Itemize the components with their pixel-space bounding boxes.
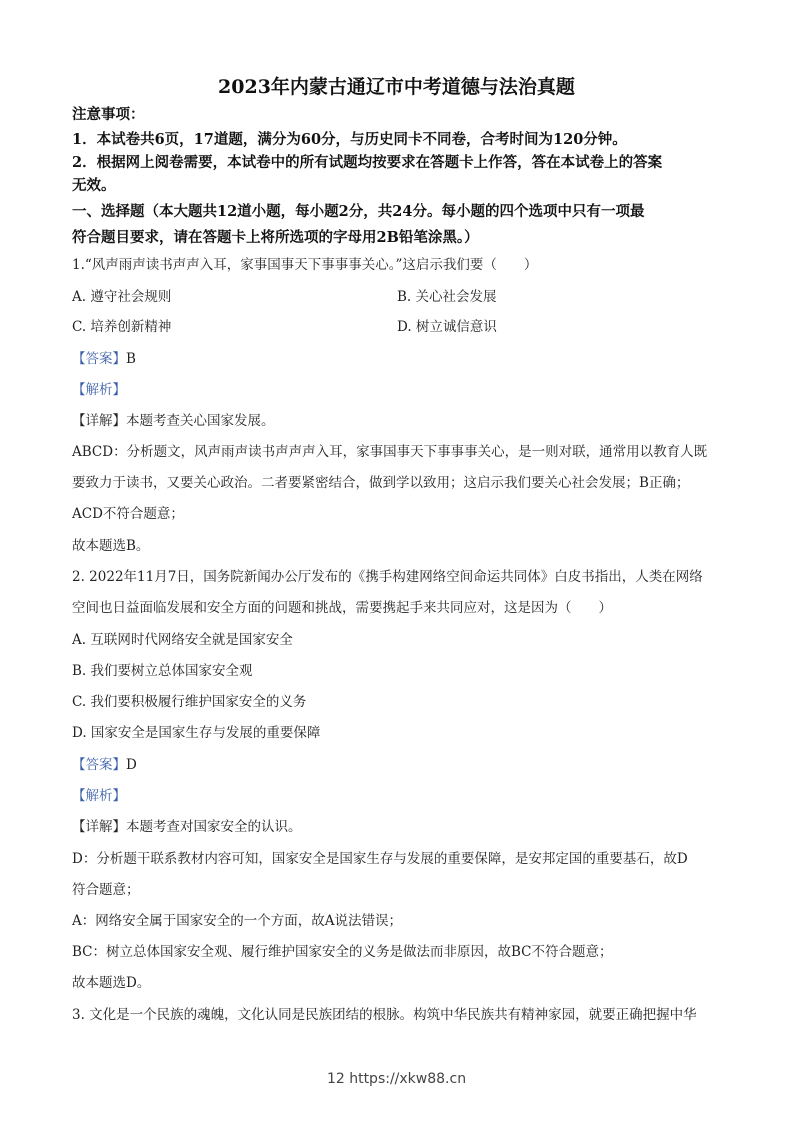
question-stem: 空间也日益面临发展和安全方面的问题和挑战，需要携起手来共同应对，这是因为（ ） [72,600,612,616]
answer [72,756,137,774]
answer-tag: 【答案】 [72,351,126,367]
notice-heading: 注意事项： [72,106,145,123]
explanation-line: ACD不符合题意； [72,506,184,522]
question-stem: 3. 文化是一个民族的魂魄，文化认同是民族团结的根脉。构筑中华民族共有精神家园，就要正确把握中华 [72,1007,697,1023]
answer [72,350,136,368]
option-a: A. 互联网时代网络安全就是国家安全 [72,632,293,648]
notice-item: 无效。 [72,177,116,194]
answer-value: B [126,351,136,367]
section-heading: 一、选择题（本大题共12道小题，每小题2分，共24分。每小题的四个选项中只有一项最 [72,203,645,220]
notice-item: 2．根据网上阅卷需要，本试卷中的所有试题均按要求在答题卡上作答，答在本试卷上的答案 [72,154,663,171]
option-b: B. 关心社会发展 [397,289,497,305]
detail-text: 本题考查关心国家发展。 [126,413,275,429]
answer-tag: 【答案】 [72,757,126,773]
option-c: C. 培养创新精神 [72,319,172,335]
explanation-line: 符合题意； [72,882,140,898]
explanation-line: A：网络安全属于国家安全的一个方面，故A说法错误； [72,913,402,929]
section-heading: 符合题目要求，请在答题卡上将所选项的字母用2B铅笔涂黑。） [72,229,479,246]
page-footer: 12 https://xkw88.cn [326,1071,467,1087]
option-a: A. 遵守社会规则 [72,289,172,305]
option-b: B. 我们要树立总体国家安全观 [72,663,253,679]
option-c: C. 我们要积极履行维护国家安全的义务 [72,694,307,710]
detail [72,412,275,430]
detail-tag: 【详解】 [72,819,126,835]
notice-item: 1．本试卷共6页，17道题，满分为60分，与历史同卡不同卷，合考时间为120分钟。 [72,131,627,148]
answer-value: D [126,757,137,773]
option-d: D. 树立诚信意识 [397,319,497,335]
option-d: D. 国家安全是国家生存与发展的重要保障 [72,725,321,741]
question-stem: 1.“风声雨声读书声声入耳，家事国事天下事事事关心。”这启示我们要（ ） [72,257,538,273]
detail-tag: 【详解】 [72,413,126,429]
analysis-tag: 【解析】 [72,382,126,398]
explanation-line: BC：树立总体国家安全观、履行维护国家安全的义务是做法而非原因，故BC不符合题意； [72,944,613,960]
question-stem: 2. 2022年11月7日，国务院新闻办公厅发布的《携手构建网络空间命运共同体》白皮书指出，人类在网络 [72,569,703,585]
detail-text: 本题考查对国家安全的认识。 [126,819,302,835]
analysis-tag: 【解析】 [72,788,126,804]
explanation-line: D：分析题干联系教材内容可知，国家安全是国家生存与发展的重要保障，是安邦定国的重要基石，故D [72,851,688,867]
page-title: 2023年内蒙古通辽市中考道德与法治真题 [218,76,575,98]
explanation-line: 故本题选B。 [72,538,150,554]
explanation-line: 故本题选D。 [72,975,151,991]
explanation-line: ABCD：分析题文，风声雨声读书声声声入耳，家事国事天下事事事关心，是一则对联，通常用以教育人既 [72,444,708,460]
explanation-line: 要致力于读书，又要关心政治。二者要紧密结合，做到学以致用；这启示我们要关心社会发展；B正确； [72,475,690,491]
detail [72,818,302,836]
